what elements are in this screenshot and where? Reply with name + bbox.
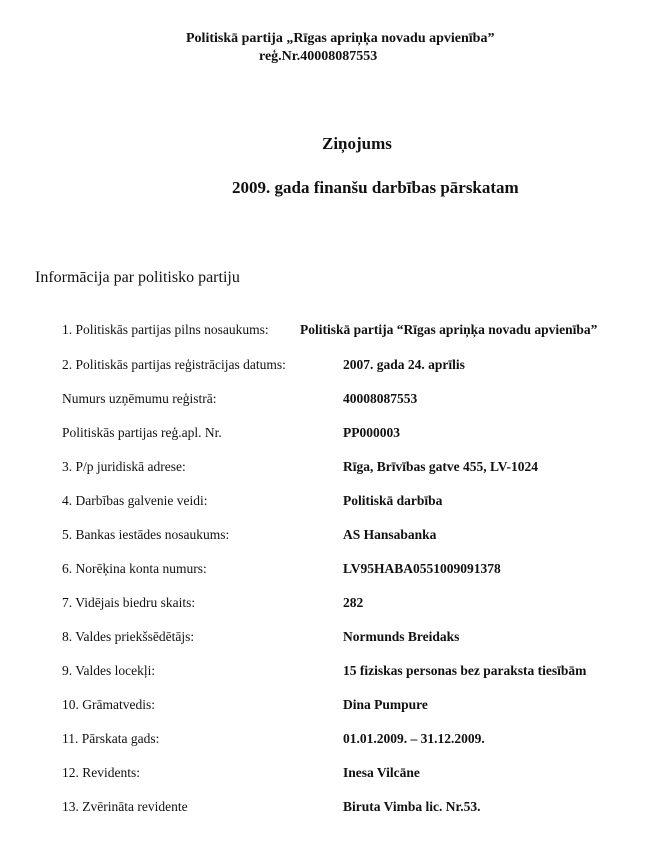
list-item [0,663,645,683]
item-value: PP000003 [343,425,400,440]
list-item [0,731,645,751]
item-label: 12. Revidents: [62,765,140,780]
list-item [0,765,645,785]
item-label: 10. Grāmatvedis: [62,697,155,712]
list-item [0,629,645,649]
item-value: Inesa Vilcāne [343,765,420,780]
item-value: LV95HABA0551009091378 [343,561,501,576]
item-value: 40008087553 [343,391,418,406]
item-value: 01.01.2009. – 31.12.2009. [343,731,485,746]
list-item [0,322,645,342]
item-label: 7. Vidējais biedru skaits: [62,595,196,610]
item-value: Biruta Vimba lic. Nr.53. [343,799,481,814]
item-label: 2. Politiskās partijas reģistrācijas datums: [62,357,286,372]
item-value: 15 fiziskas personas bez paraksta tiesībām [343,663,587,678]
item-value: 2007. gada 24. aprīlis [343,357,465,372]
section-heading: Informācija par politisko partiju [35,269,240,286]
item-label: 3. P/p juridiskā adrese: [62,459,186,474]
item-value: AS Hansabanka [343,527,437,542]
list-item [0,357,645,377]
item-label: Numurs uzņēmumu reģistrā: [62,391,217,406]
list-item [0,425,645,445]
list-item [0,697,645,717]
list-item [0,527,645,547]
item-label: 4. Darbības galvenie veidi: [62,493,208,508]
item-label: 11. Pārskata gads: [62,731,160,746]
document-subtitle: 2009. gada finanšu darbības pārskatam [232,178,519,197]
item-value: Normunds Breidaks [343,629,460,644]
list-item [0,459,645,479]
item-label: Politiskās partijas reģ.apl. Nr. [62,425,222,440]
list-item [0,561,645,581]
item-value: Dina Pumpure [343,697,428,712]
item-label: 9. Valdes locekļi: [62,663,156,678]
item-label: 5. Bankas iestādes nosaukums: [62,527,230,542]
item-label: 6. Norēķina konta numurs: [62,561,207,576]
item-value: 282 [343,595,364,610]
item-label: 1. Politiskās partijas pilns nosaukums: [62,322,269,337]
item-value: Politiskā darbība [343,493,443,508]
item-label: 13. Zvērināta revidente [62,799,188,814]
document-title: Ziņojums [322,134,392,153]
item-value: Rīga, Brīvības gatve 455, LV-1024 [343,459,539,474]
item-value: Politiskā partija “Rīgas apriņķa novadu apvienība” [300,322,598,337]
list-item [0,595,645,615]
list-item [0,391,645,411]
item-label: 8. Valdes priekšsēdētājs: [62,629,195,644]
party-name-header: Politiskā partija „Rīgas apriņķa novadu apvienība” [186,31,495,46]
list-item [0,799,645,819]
registration-number-header: reģ.Nr.40008087553 [259,49,378,64]
list-item [0,493,645,513]
